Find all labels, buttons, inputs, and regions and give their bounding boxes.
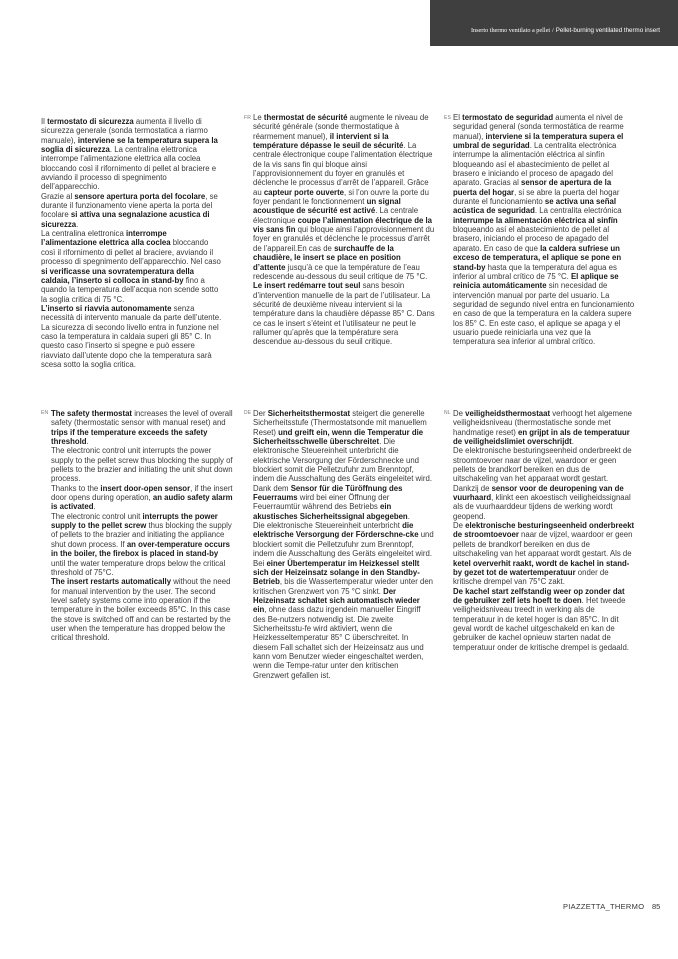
- bold-text: einer Übertemperatur im Heizkessel stellt sich der Heizeinsatz solange in den Standby-Betrieb: [253, 558, 420, 587]
- paragraph: [41, 192, 223, 229]
- paragraph: [453, 587, 635, 652]
- column-en: [51, 409, 233, 643]
- column-es: [453, 113, 635, 347]
- header-subtitle: Pellet-burning ventilated thermo insert: [555, 27, 660, 34]
- paragraph: [51, 409, 233, 446]
- body-text: De elektronische besturingseenheid onderbreekt de stroomtoevoer naar de vijzel, waardoor er geen pellets de brandkorf bereiken en dus de uitschakeling van het apparaat wordt gestart.: [453, 446, 632, 484]
- bold-text: De kachel start zelfstandig weer op zonder dat de gebruiker zelf iets hoeft te doen: [453, 586, 625, 605]
- body-text: . La centrale électronique coupe l’alimentation électrique de la vis sans fin qui bloque ainsi l’approvisionnement du foyer en granulés et déclenche le processus d’arrêt de l’appareil. Grâce au: [253, 141, 433, 197]
- bold-text: un signal acoustique de sécurité est activé: [253, 197, 401, 216]
- body-text: augmente le niveau de sécurité générale (sonde thermostatique à réarmement manuel),: [253, 113, 429, 141]
- body-text: verhoogt het algemene veiligheidsniveau (thermostatische sonde met handmatige reset): [453, 409, 633, 437]
- page-header: [430, 0, 678, 46]
- body-text: aumenta il livello di sicurezza generale (sonda termostatica a riarmo manuale),: [41, 117, 208, 145]
- bold-text: se activa una señal acústica de seguridad: [453, 197, 616, 216]
- column-fr: [253, 113, 435, 347]
- bold-text: an over-temperature occurs in the boiler, the firebox is placed in stand-by: [51, 539, 230, 559]
- body-text: increases the level of overall safety (thermostatic sensor with manual reset) and: [51, 409, 233, 428]
- body-text: Der: [253, 409, 268, 418]
- paragraph: [51, 484, 233, 512]
- paragraph: [453, 409, 635, 446]
- paragraph: [51, 446, 233, 483]
- bold-text: Le insert redémarre tout seul: [253, 281, 361, 291]
- bold-text: insert door-open sensor: [100, 483, 191, 493]
- bold-text: Der Heizeinsatz schaltet sich automatisch wieder ein: [253, 586, 420, 615]
- paragraph: [453, 484, 635, 521]
- body-text: bloqueando así el abastecimiento de pellet al brasero, iniciando el proceso de apagado del aparato. En caso de que: [453, 225, 610, 253]
- bold-text: ketel oververhit raakt, wordt de kachel in stand-by gezet tot de watertemperatuur: [453, 558, 630, 577]
- bold-text: capteur porte ouverte: [263, 187, 344, 197]
- lang-label-fr: FR: [244, 115, 252, 121]
- paragraph: [253, 113, 435, 347]
- bold-text: elektronische besturingseenheid onderbreekt de stroomtoevoer: [453, 521, 635, 540]
- bold-text: interviene si la temperatura supera el umbral de seguridad: [453, 131, 624, 151]
- bold-text: termostato di sicurezza: [47, 117, 134, 126]
- body-text: bloccando così il rifornimento di pellet al braciere, avviando il processo di spegnimento dell’apparecchio. Nel caso: [41, 238, 221, 267]
- column-de: [253, 409, 435, 680]
- bold-text: il intervient si la température dépasse le seuil de sécurité: [253, 131, 404, 151]
- paragraph: [41, 229, 223, 304]
- body-text: La centralina elettronica: [41, 229, 126, 239]
- bold-text: trips if the temperature exceeds the safety threshold: [51, 427, 208, 447]
- bold-text: si attiva una segnalazione acustica di sicurezza: [41, 210, 210, 229]
- bold-text: en grijpt in als de temperatuur de veiligheidslimiet overschrijdt: [453, 427, 630, 447]
- body-text: Dankzij de: [453, 483, 492, 493]
- body-text: . La centralita electrónica: [534, 206, 622, 216]
- bold-text: si verificasse una sovratemperatura della caldaia, l’inserto si colloca in stand-by: [41, 266, 194, 285]
- bold-text: coupe l’alimentation électrique de la vis sans fin: [253, 215, 432, 235]
- paragraph: [453, 113, 635, 347]
- body-text: fino a quando la temperatura dell’acqua non scende sotto la soglia critica di 75 °C.: [41, 275, 219, 304]
- body-text: until the water temperature drops below the critical threshold of 75°C.: [51, 558, 226, 577]
- body-text: . La centralina elettronica interrompe l’alimentazione elettrica alla coclea bloccando così il rifornimento di pellet al braciere e avviando il processo di spegnimento dell’apparecchio.: [41, 145, 217, 192]
- bold-text: El aplique se reinicia automáticamente: [453, 271, 619, 291]
- bold-text: und greift ein, wenn die Temperatur die Sicherheitsschwelle überschreitet: [253, 427, 424, 447]
- footer-brand: PIAZZETTA_THERMO: [563, 902, 645, 911]
- column-nl: [453, 409, 635, 652]
- body-text: jusqu’à ce que la température de l’eau redescende au-dessous du seuil critique de 75 °C.: [253, 262, 428, 281]
- bold-text: interrupts the power supply to the pellet screw: [51, 511, 218, 531]
- body-text: , bis die Wassertemperatur wieder unter den kritischen Grenzwert von 75 °C sinkt.: [253, 577, 433, 596]
- column-it: [41, 117, 223, 369]
- body-text: Grazie al: [41, 191, 75, 201]
- body-text: De: [453, 409, 466, 418]
- bold-text: thermostat de sécurité: [263, 113, 348, 122]
- bold-text: an audio safety alarm is activated: [51, 493, 233, 512]
- body-text: onder de kritische drempel van 75°C zakt.: [453, 567, 609, 587]
- paragraph: [51, 577, 233, 642]
- bold-text: Sicherheitsthermostat: [267, 409, 351, 418]
- body-text: senza necessità di intervento manuale da parte dell’utente. La sicurezza di secondo livello entra in funzione nel caso la temperatura in caldaia superi gli 85° C. In questo caso l’inserto si spegne e può essere riavviato dall’utente dopo che la temperatura sarà scesa sotto la soglia critica.: [41, 303, 222, 369]
- body-text: , se durante il funzionamento viene aperta la porta del focolare: [41, 191, 218, 220]
- body-text: . Het tweede veiligheidsniveau treedt in werking als de temperatuur in de ketel hoger is dan 85°C. In dit geval wordt de kachel uitgeschakeld en kan de gebruiker de kachel opnieuw starten nadat de temperatuur onder de kritische drempel is gedaald.: [453, 595, 629, 652]
- body-text: .: [93, 502, 96, 512]
- paragraph: [453, 521, 635, 586]
- body-text: , if the insert door opens during operation,: [51, 483, 233, 503]
- header-title: Inserto thermo ventilato a pellet: [471, 27, 551, 34]
- lang-label-en: EN: [41, 410, 49, 416]
- body-text: .: [571, 437, 574, 447]
- lang-label-es: ES: [444, 115, 452, 121]
- body-text: , klinkt een akoestisch veiligheidssignaal als de vuurhaarddeur tijdens de werking wordt geopend.: [453, 493, 631, 521]
- body-text: aumenta el nivel de seguridad general (sonda termostática de rearme manual),: [453, 113, 624, 141]
- body-text: sin necesidad de intervención manual por parte del usuario. La seguridad de segundo nivel entra en funcionamiento en caso de que la temperatura en la caldera supere los 85° C. En este caso, el aplique se apaga y el usuario puede reiniciarla una vez que la temperatura sea inferior al umbral crítico.: [453, 281, 635, 347]
- lang-label-nl: NL: [444, 410, 451, 416]
- paragraph: [253, 521, 435, 680]
- body-text: sans besoin d’intervention manuelle de la part de l’utilisateur. La sécurité de deuxième niveau intervient si la température dans la chaudière dépasse 85° C. Dans ce cas le insert s’éteint et l’utilisateur ne peut le rallumer qu’après que la température sera descendue au-dessous du seuil critique.: [253, 281, 435, 347]
- bold-text: L’inserto si riavvia autonomamente: [41, 303, 172, 313]
- body-text: thus blocking the supply of pellets to the brazier and initiating the appliance shut down process. If: [51, 521, 232, 549]
- bold-text: sensor voor de deuropening van de vuurhaard: [453, 483, 624, 503]
- paragraph: [51, 512, 233, 577]
- body-text: Il: [41, 117, 48, 126]
- lang-label-de: DE: [244, 410, 252, 416]
- body-text: Le: [253, 113, 264, 122]
- body-text: , si l’on ouvre la porte du foyer pendant le fonctionnement: [253, 187, 429, 207]
- body-text: without the need for manual intervention by the user. The second level safety systems come into operation if the temperature in the boiler exceeds 85°C. In this case the stove is switched off and can be restarted by the user when the temperature has dropped below the critical threshold.: [51, 577, 231, 643]
- bold-text: The insert restarts automatically: [51, 577, 172, 587]
- body-text: steigert die generelle Sicherheitsstufe (Thermostatsonde mit manuellem Reset): [253, 409, 427, 437]
- body-text: The electronic control unit interrupts the power supply to the pellet screw thus blocking the supply of pellets to the brazier and initiating the unit shut down process.: [51, 446, 233, 484]
- bold-text: interviene se la temperatura supera la soglia di sicurezza: [41, 135, 218, 155]
- paragraph: [41, 117, 223, 192]
- bold-text: termostato de seguridad: [462, 113, 554, 122]
- body-text: De: [453, 521, 466, 531]
- bold-text: interrumpe la alimentación eléctrica al sinfín: [453, 215, 618, 225]
- body-text: und blockiert somit die Pelletzufuhr zum Brenntopf, indem die Ausschaltung des Geräts eingeleitet wird. Bei: [253, 530, 434, 568]
- body-text: naar de vijzel, waardoor er geen pellets de brandkorf bereiken en dus de uitschakeling van het apparaat wordt gestart. Als de: [453, 530, 633, 559]
- body-text: El: [453, 113, 463, 122]
- body-text: . La centralita electrónica interrumpe la alimentación eléctrica al sinfín bloqueando así el abastecimiento de pellet al brasero e iniciando el proceso de apagado del aparato. Gracias al: [453, 141, 617, 188]
- body-text: , si se abre la puerta del hogar durante el funcionamiento: [453, 187, 620, 207]
- paragraph: [41, 304, 223, 369]
- bold-text: ein akustisches Sicherheitssignal abgegeben: [253, 502, 408, 521]
- body-text: qui bloque ainsi l’approvisionnement du foyer en granulés et déclenche le processus d’arrêt de l’appareil.En cas de: [253, 225, 435, 253]
- bold-text: la caldera sufriese un exceso de temperatura, el aplique se pone en stand-by: [453, 243, 622, 272]
- body-text: .: [86, 437, 89, 447]
- bold-text: surchauffe de la chaudière, le insert se place en position d’attente: [253, 243, 401, 272]
- body-text: Die elektronische Steuereinheit unterbricht: [253, 521, 403, 531]
- header-separator: /: [552, 27, 554, 34]
- bold-text: Sensor für die Türöffnung des Feuerraums: [253, 483, 403, 503]
- bold-text: interrompe l’alimentazione elettrica alla coclea: [41, 229, 171, 248]
- body-text: Thanks to the: [51, 483, 101, 493]
- body-text: . La centrale électronique: [253, 206, 419, 225]
- bold-text: sensore apertura porta del focolare: [74, 191, 206, 201]
- page-number: 85: [652, 902, 661, 911]
- bold-text: veiligheidsthermostaat: [465, 409, 551, 418]
- body-text: . Die elektronische Steuereinheit unterbricht die elektrische Versorgung der Förderschnecke und blockiert somit die Pelletzufuhr zum Brenntopf, indem die Ausschaltung des Geräts eingeleitet wird. Dank dem: [253, 437, 432, 493]
- body-text: , ohne dass dazu irgendein manueller Eingriff des Be-nutzers notwendig ist. Die zweite Sicherheitsstu-fe wird aktiviert, wenn die Heizkesseltemperatur 85° C überschreitet. In diesem Fall schaltet sich der Heizeinsatz aus und kann vom Benutzer wieder eingeschaltet werden, wenn die Tempe-ratur unter den kritischen Grenzwert gefallen ist.: [253, 605, 424, 680]
- body-text: wird bei einer Öffnung der Feuerraumtür während des Betriebs: [253, 493, 390, 512]
- body-text: .: [407, 511, 410, 521]
- bold-text: sensor de apertura de la puerta del hogar: [453, 178, 612, 197]
- body-text: .: [76, 219, 79, 229]
- body-text: The electronic control unit: [51, 511, 143, 521]
- bold-text: die elektrische Versorgung der Förderschne-cke: [253, 521, 419, 540]
- paragraph: [453, 446, 635, 483]
- bold-text: The safety thermostat: [51, 409, 133, 418]
- body-text: hasta que la temperatura del agua es inferior al umbral crítico de 75 °C.: [453, 262, 617, 281]
- paragraph: [253, 409, 435, 521]
